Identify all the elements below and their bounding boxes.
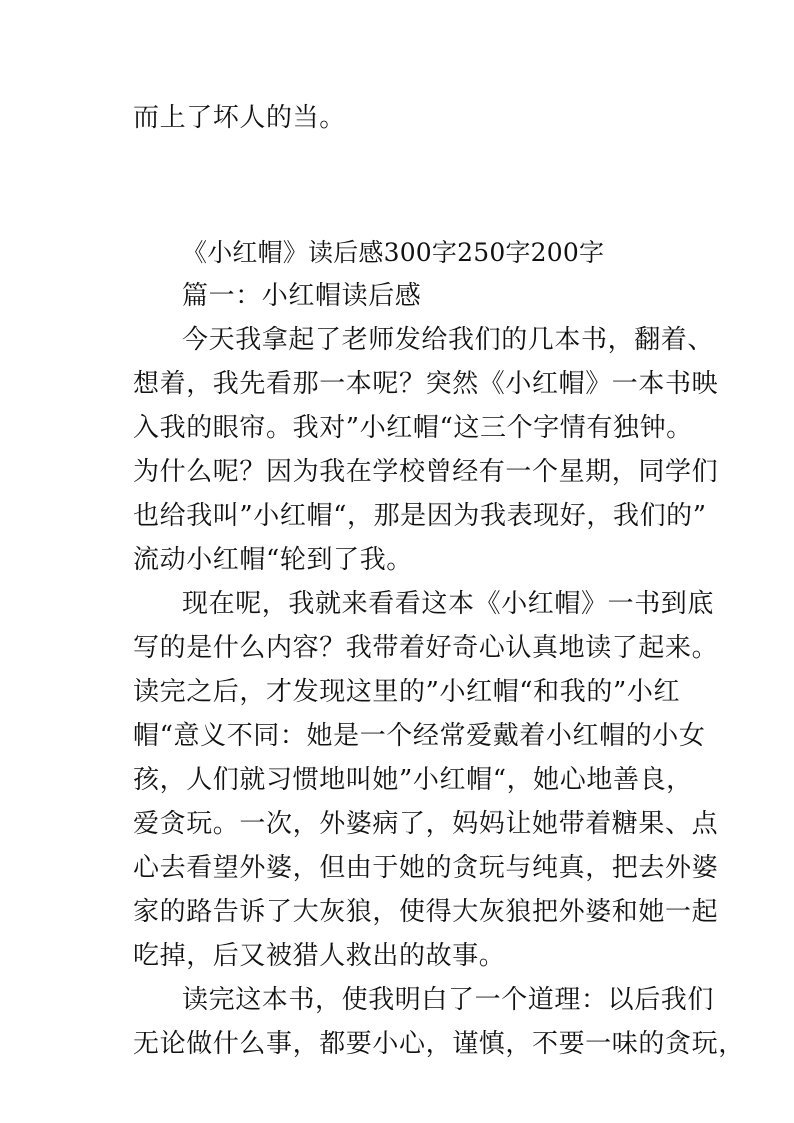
paragraph-1-line-2: 想着，我先看那一本呢？突然《小红帽》一本书映 — [133, 369, 719, 399]
paragraph-2-line-9: 吃掉，后又被猎人救出的故事。 — [133, 941, 506, 971]
paragraph-2-line-6: 爱贪玩。一次，外婆病了，妈妈让她带着糖果、点 — [133, 809, 719, 839]
paragraph-2-line-1: 现在呢，我就来看看这本《小红帽》一书到底 — [182, 589, 715, 619]
paragraph-1-line-1: 今天我拿起了老师发给我们的几本书，翻着、 — [182, 325, 715, 355]
trailing-text-line: 而上了坏人的当。 — [133, 103, 346, 133]
paragraph-2-line-3: 读完之后，才发现这里的”小红帽“和我的”小红 — [133, 677, 681, 707]
paragraph-1-line-6: 流动小红帽“轮到了我。 — [133, 545, 413, 575]
section-heading: 篇一：小红帽读后感 — [182, 281, 422, 311]
paragraph-1-line-5: 也给我叫”小红帽“，那是因为我表现好，我们的” — [133, 501, 707, 531]
paragraph-2-line-2: 写的是什么内容？我带着好奇心认真地读了起来。 — [133, 633, 719, 663]
paragraph-3-line-2: 无论做什么事，都要小心，谨慎，不要一味的贪玩， — [133, 1029, 745, 1059]
paragraph-1-line-3: 入我的眼帘。我对”小红帽“这三个字情有独钟。 — [133, 413, 693, 443]
paragraph-2-line-4: 帽“意义不同：她是一个经常爱戴着小红帽的小女 — [133, 721, 706, 751]
paragraph-1-line-4: 为什么呢？因为我在学校曾经有一个星期，同学们 — [133, 457, 719, 487]
paragraph-2-line-7: 心去看望外婆，但由于她的贪玩与纯真，把去外婆 — [133, 853, 719, 883]
document-title: 《小红帽》读后感300字250字200字 — [182, 238, 605, 267]
paragraph-3-line-1: 读完这本书，使我明白了一个道理：以后我们 — [182, 985, 715, 1015]
paragraph-2-line-5: 孩，人们就习惯地叫她”小红帽“，她心地善良， — [133, 765, 693, 795]
paragraph-2-line-8: 家的路告诉了大灰狼，使得大灰狼把外婆和她一起 — [133, 897, 719, 927]
